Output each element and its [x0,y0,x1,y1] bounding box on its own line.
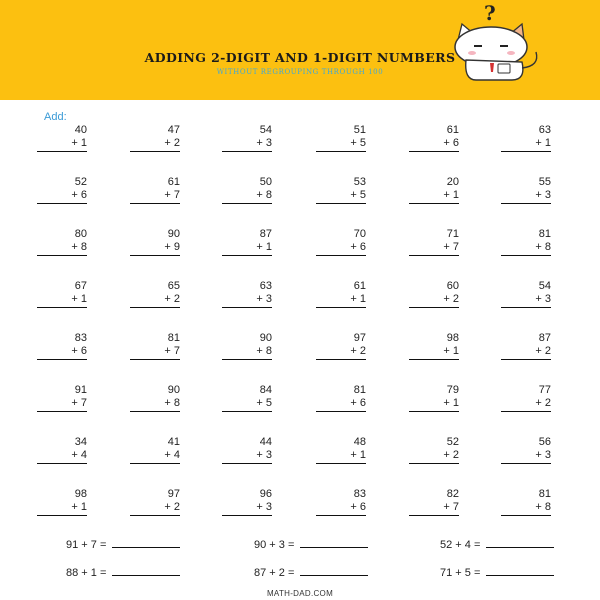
problem-addend: + 3 [501,293,551,308]
svg-text:?: ? [484,2,496,25]
problem-addend: + 6 [316,501,366,516]
problem-top-number: 81 [167,332,180,344]
problem-top-number: 55 [538,176,551,188]
problem-addend: + 8 [222,345,272,360]
problem-item [130,280,180,308]
instruction-label: Add: [44,111,67,123]
problem-item [130,124,180,152]
problem-addend: + 2 [501,397,551,412]
problem-item [222,176,272,204]
problem-addend: + 6 [316,241,366,256]
problem-top-number: 71 [446,228,459,240]
problem-addend: + 8 [501,501,551,516]
answer-blank[interactable] [486,565,554,576]
problem-item [501,384,551,412]
problem-top-number: 70 [353,228,366,240]
problem-addend: + 2 [130,501,180,516]
problem-item [222,332,272,360]
problem-top-number: 79 [446,384,459,396]
problem-top-number: 97 [167,488,180,500]
problem-top-number: 63 [538,124,551,136]
problem-addend: + 1 [37,293,87,308]
problem-item [222,436,272,464]
problem-item [222,228,272,256]
problem-addend: + 3 [222,501,272,516]
worksheet-subtitle: WITHOUT REGROUPING THROUGH 100 [216,68,384,76]
problem-item [409,384,459,412]
problem-top-number: 65 [167,280,180,292]
horizontal-problem [254,537,368,551]
problem-top-number: 81 [538,228,551,240]
answer-blank[interactable] [112,537,180,548]
problem-top-number: 81 [538,488,551,500]
problem-top-number: 84 [259,384,272,396]
problem-item [409,228,459,256]
problem-top-number: 56 [538,436,551,448]
problem-addend: + 3 [222,449,272,464]
problem-addend: + 3 [222,137,272,152]
problem-addend: + 6 [316,397,366,412]
problem-addend: + 1 [316,449,366,464]
problem-item [130,228,180,256]
problem-addend: + 7 [130,345,180,360]
problem-item [501,436,551,464]
problem-addend: + 7 [409,241,459,256]
problem-top-number: 90 [167,384,180,396]
problem-addend: + 8 [501,241,551,256]
problem-item [37,384,87,412]
answer-blank[interactable] [486,537,554,548]
problem-top-number: 20 [446,176,459,188]
problem-item [316,124,366,152]
problem-item [501,176,551,204]
problem-top-number: 90 [259,332,272,344]
problem-item [222,280,272,308]
answer-blank[interactable] [300,565,368,576]
problem-addend: + 3 [222,293,272,308]
problem-addend: + 8 [37,241,87,256]
problem-top-number: 40 [74,124,87,136]
problem-top-number: 61 [167,176,180,188]
problem-top-number: 52 [446,436,459,448]
problem-addend: + 4 [37,449,87,464]
problem-item [222,124,272,152]
problem-addend: + 1 [37,501,87,516]
problem-addend: + 2 [409,449,459,464]
problem-top-number: 81 [353,384,366,396]
problem-item [37,436,87,464]
problem-top-number: 63 [259,280,272,292]
problem-item [222,384,272,412]
answer-blank[interactable] [300,537,368,548]
equation-text: 52 + 4 = [440,539,481,551]
problem-item [409,436,459,464]
problem-top-number: 80 [74,228,87,240]
problem-top-number: 48 [353,436,366,448]
problem-addend: + 6 [37,345,87,360]
problem-item [37,124,87,152]
problem-item [130,332,180,360]
problem-top-number: 61 [353,280,366,292]
problem-top-number: 53 [353,176,366,188]
problem-top-number: 83 [74,332,87,344]
problem-item [501,124,551,152]
problem-top-number: 50 [259,176,272,188]
horizontal-problem [440,537,554,551]
horizontal-problem [66,537,180,551]
problem-addend: + 9 [130,241,180,256]
equation-text: 90 + 3 = [254,539,295,551]
problem-addend: + 7 [130,189,180,204]
footer-site: MATH-DAD.COM [266,589,334,598]
problem-top-number: 96 [259,488,272,500]
problem-addend: + 5 [316,137,366,152]
problem-item [130,488,180,516]
problem-top-number: 98 [74,488,87,500]
problem-addend: + 6 [409,137,459,152]
header-banner [0,0,600,100]
problem-item [316,280,366,308]
problem-top-number: 47 [167,124,180,136]
problem-addend: + 6 [37,189,87,204]
problem-top-number: 77 [538,384,551,396]
problem-item [316,436,366,464]
problem-item [501,228,551,256]
problem-item [316,488,366,516]
problem-item [37,332,87,360]
problem-item [409,488,459,516]
problem-addend: + 1 [409,397,459,412]
problem-top-number: 60 [446,280,459,292]
problem-addend: + 1 [409,189,459,204]
problem-item [409,280,459,308]
problem-addend: + 5 [316,189,366,204]
problem-addend: + 2 [130,137,180,152]
problem-addend: + 1 [409,345,459,360]
problem-addend: + 2 [130,293,180,308]
problem-top-number: 90 [167,228,180,240]
problem-addend: + 7 [409,501,459,516]
problem-top-number: 97 [353,332,366,344]
problem-item [316,332,366,360]
problem-addend: + 2 [316,345,366,360]
problem-item [37,228,87,256]
problem-top-number: 87 [259,228,272,240]
problem-item [501,332,551,360]
problem-item [409,124,459,152]
problem-top-number: 91 [74,384,87,396]
problem-top-number: 44 [259,436,272,448]
problem-addend: + 1 [501,137,551,152]
problem-top-number: 61 [446,124,459,136]
answer-blank[interactable] [112,565,180,576]
problem-addend: + 3 [501,449,551,464]
problem-item [501,280,551,308]
problem-item [316,228,366,256]
equation-text: 87 + 2 = [254,567,295,579]
worksheet-title: ADDING 2-DIGIT AND 1-DIGIT NUMBERS [144,50,456,65]
problem-addend: + 2 [409,293,459,308]
equation-text: 88 + 1 = [66,567,107,579]
problem-addend: + 2 [501,345,551,360]
problem-top-number: 54 [259,124,272,136]
problem-item [130,384,180,412]
problem-addend: + 1 [316,293,366,308]
problem-top-number: 98 [446,332,459,344]
problem-top-number: 52 [74,176,87,188]
problem-top-number: 41 [167,436,180,448]
problem-addend: + 1 [37,137,87,152]
problem-top-number: 87 [538,332,551,344]
equation-text: 71 + 5 = [440,567,481,579]
problem-top-number: 67 [74,280,87,292]
horizontal-problem [440,565,554,579]
problem-top-number: 54 [538,280,551,292]
problem-item [37,280,87,308]
problem-item [316,384,366,412]
problem-item [130,176,180,204]
problem-addend: + 7 [37,397,87,412]
problem-item [222,488,272,516]
problem-addend: + 8 [130,397,180,412]
problem-top-number: 83 [353,488,366,500]
problem-item [37,176,87,204]
problem-addend: + 1 [222,241,272,256]
problem-top-number: 51 [353,124,366,136]
problem-item [316,176,366,204]
problem-addend: + 3 [501,189,551,204]
problem-top-number: 34 [74,436,87,448]
problem-item [501,488,551,516]
problem-item [130,436,180,464]
horizontal-problem [254,565,368,579]
problem-addend: + 4 [130,449,180,464]
problem-item [409,332,459,360]
horizontal-problem [66,565,180,579]
problem-top-number: 82 [446,488,459,500]
problem-item [409,176,459,204]
problem-item [37,488,87,516]
problem-addend: + 5 [222,397,272,412]
problem-addend: + 8 [222,189,272,204]
equation-text: 91 + 7 = [66,539,107,551]
